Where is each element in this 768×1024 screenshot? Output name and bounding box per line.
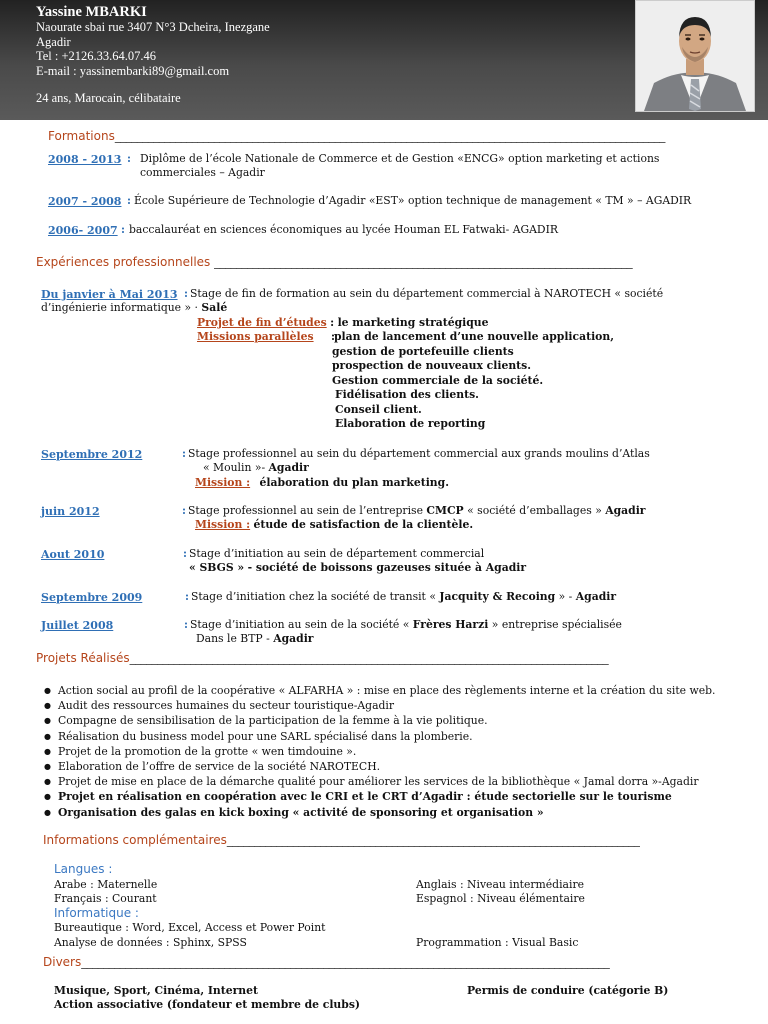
cv-header bbox=[0, 0, 768, 120]
projet-item: ● Compagne de sensibilisation de la participation de la femme à la vie politique. bbox=[40, 713, 715, 728]
bureautique: Bureautique : Word, Excel, Access et Power Point bbox=[54, 921, 326, 934]
experience-text-6: Stage d’initiation au sein de la société « Frères Harzi » entreprise spécialisée bbox=[190, 618, 622, 631]
projet-fin-etudes: Projet de fin d’études : le marketing stratégique bbox=[197, 316, 489, 329]
projet-label: Projet de fin d’études bbox=[197, 316, 327, 329]
experience-colon: : bbox=[185, 590, 189, 603]
contact-block bbox=[36, 4, 270, 106]
experience-text-4b: « SBGS » - société de boissons gazeuses située à Agadir bbox=[189, 561, 527, 574]
section-rule: ___________________________________________________________________________ bbox=[226, 833, 640, 847]
experience-text-3: Stage professionnel au sein de l’entreprise CMCP « société d’emballages » Agadir bbox=[188, 504, 646, 517]
section-infos bbox=[43, 833, 733, 847]
informatique-title: Informatique : bbox=[54, 906, 139, 920]
experience-text-1: Stage de fin de formation au sein du département commercial à NAROTECH « société bbox=[190, 287, 664, 300]
experience-date-4: Aout 2010 bbox=[41, 548, 105, 561]
section-title-formations: Formations bbox=[48, 129, 115, 143]
section-title-experiences: Expériences professionnelles bbox=[36, 255, 211, 269]
projet-item: ● Elaboration de l’offre de service de la société NAROTECH. bbox=[40, 759, 715, 774]
experience-text-2: Stage professionnel au sein du département commercial aux grands moulins d’Atlas bbox=[188, 447, 650, 460]
experience-text-5: Stage d’initiation chez la société de transit « Jacquity & Recoing » - Agadir bbox=[191, 590, 617, 603]
section-rule: ____________________________________________________________________________________________________ bbox=[114, 129, 665, 143]
personal-info: 24 ans, Marocain, célibataire bbox=[36, 91, 181, 105]
programmation: Programmation : Visual Basic bbox=[416, 936, 579, 949]
experience-mission-2: Mission : élaboration du plan marketing. bbox=[195, 476, 449, 489]
experience-date-5: Septembre 2009 bbox=[41, 591, 143, 604]
mission-item: Gestion commerciale de la société. bbox=[332, 373, 544, 387]
formation-date-2: 2007 - 2008 bbox=[48, 195, 122, 208]
projet-item: ● Projet de mise en place de la démarche qualité pour améliorer les services de la bibliothèque « Jamal dorra »-Agadir bbox=[40, 774, 715, 789]
action-associative: Action associative (fondateur et membre de clubs) bbox=[54, 998, 361, 1011]
address-line-2: Agadir bbox=[36, 34, 71, 49]
address-line-1: Naourate sbai rue 3407 N°3 Dcheira, Inezgane bbox=[36, 20, 270, 34]
profile-photo bbox=[635, 0, 755, 112]
langue-francais: Français : Courant bbox=[54, 892, 157, 905]
section-formations bbox=[48, 129, 738, 143]
projet-item: ● Organisation des galas en kick boxing « activité de sponsoring et organisation » bbox=[40, 805, 715, 820]
formation-text-3: baccalauréat en sciences économiques au lycée Houman EL Fatwaki- AGADIR bbox=[129, 223, 558, 236]
langue-espagnol: Espagnol : Niveau élémentaire bbox=[416, 892, 585, 905]
formation-text-2: École Supérieure de Technologie d’Agadir «EST» option technique de management « TM » – AGADIR bbox=[134, 194, 692, 207]
loisirs: Musique, Sport, Cinéma, Internet bbox=[54, 984, 259, 997]
section-title-divers: Divers bbox=[43, 955, 82, 969]
section-experiences bbox=[36, 255, 726, 269]
section-title-infos: Informations complémentaires bbox=[43, 833, 227, 847]
experience-mission-3: Mission : étude de satisfaction de la clientèle. bbox=[195, 518, 474, 531]
mission-item: Fidélisation des clients. bbox=[335, 388, 479, 401]
langues-title: Langues : bbox=[54, 862, 113, 876]
formation-colon: : bbox=[127, 194, 131, 207]
experience-colon: : bbox=[182, 504, 186, 517]
experience-date-6: Juillet 2008 bbox=[41, 619, 114, 632]
langue-anglais: Anglais : Niveau intermédiaire bbox=[416, 878, 584, 891]
projets-list bbox=[40, 683, 715, 820]
formation-colon: : bbox=[127, 152, 131, 165]
experience-colon: : bbox=[184, 618, 188, 631]
section-projets bbox=[36, 651, 726, 665]
formation-date-1: 2008 - 2013 bbox=[48, 153, 122, 166]
section-rule: ____________________________________________________________________________ bbox=[214, 255, 633, 269]
permis: Permis de conduire (catégorie B) bbox=[467, 984, 669, 997]
experience-text-6b: Dans le BTP - Agadir bbox=[196, 632, 314, 645]
projet-item: ● Projet en réalisation en coopération avec le CRI et le CRT d’Agadir : étude sectorielle sur le tourisme bbox=[40, 789, 715, 804]
projet-item: ● Audit des ressources humaines du secteur touristique-Agadir bbox=[40, 698, 715, 713]
section-title-projets: Projets Réalisés bbox=[36, 651, 130, 665]
mission-item: gestion de portefeuille clients bbox=[332, 344, 514, 358]
mission-item: prospection de nouveaux clients. bbox=[332, 359, 531, 372]
email-address: E-mail : yassinembarki89@gmail.com bbox=[36, 63, 230, 78]
missions-list bbox=[332, 330, 614, 432]
projet-item: ● Action social au profil de la coopérative « ALFARHA » : mise en place des règlements interne et la création du site web. bbox=[40, 683, 715, 698]
experience-colon: : bbox=[183, 547, 187, 560]
candidate-name: Yassine MBARKI bbox=[36, 4, 147, 20]
projet-item: ● Réalisation du business model pour une SARL spécialisé dans la plomberie. bbox=[40, 729, 715, 744]
experience-colon: : bbox=[184, 287, 188, 300]
mission-item: Elaboration de reporting bbox=[335, 417, 486, 430]
formation-text-1: Diplôme de l’école Nationale de Commerce et de Gestion «ENCG» option marketing et actions bbox=[140, 152, 660, 165]
mission-item: Conseil client. bbox=[335, 402, 422, 416]
experience-text-4: Stage d’initiation au sein de département commercial bbox=[189, 547, 485, 560]
langue-arabe: Arabe : Maternelle bbox=[54, 878, 158, 891]
experience-text-2b: « Moulin »- Agadir bbox=[203, 461, 309, 474]
mission-item: plan de lancement d’une nouvelle application, bbox=[334, 330, 614, 343]
section-rule: _______________________________________________________________________________________ bbox=[129, 651, 609, 665]
section-rule: ________________________________________________________________________________________________ bbox=[81, 955, 610, 969]
section-divers bbox=[43, 955, 733, 969]
experience-date-1: Du janvier à Mai 2013 bbox=[41, 288, 178, 301]
experience-date-2: Septembre 2012 bbox=[41, 448, 143, 461]
experience-text-1b: d’ingénierie informatique » · Salé bbox=[41, 301, 228, 314]
missions-paralleles-label: Missions parallèles : bbox=[197, 330, 335, 343]
projet-item: ● Projet de la promotion de la grotte « wen timdouine ». bbox=[40, 744, 715, 759]
analyse-donnees: Analyse de données : Sphinx, SPSS bbox=[54, 936, 247, 949]
formation-text-1b: commerciales – Agadir bbox=[140, 166, 265, 179]
formation-colon: : bbox=[121, 223, 125, 236]
phone-number: Tel : +2126.33.64.07.46 bbox=[36, 49, 157, 63]
experience-colon: : bbox=[182, 447, 186, 460]
formation-date-3: 2006- 2007 bbox=[48, 224, 118, 237]
experience-date-3: juin 2012 bbox=[41, 505, 100, 518]
